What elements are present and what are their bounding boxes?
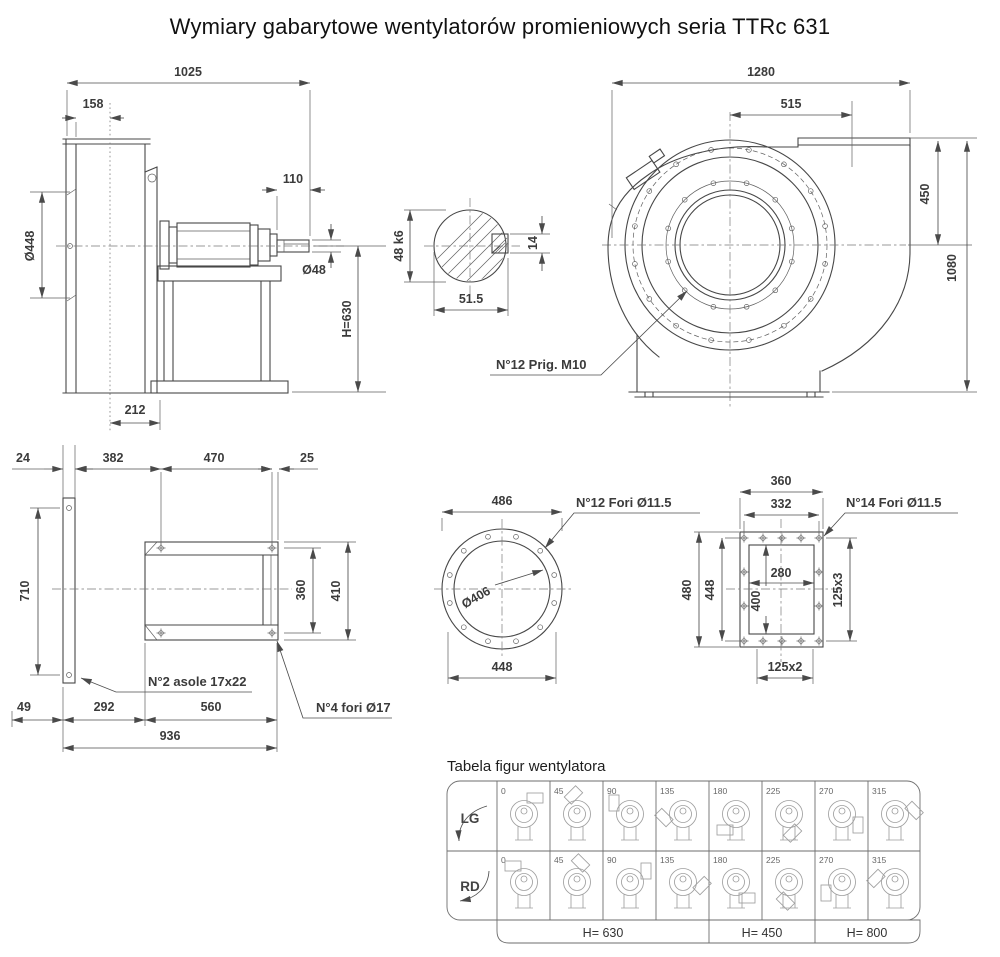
hatch-line: [426, 192, 530, 296]
page-title: Wymiary gabarytowe wentylatorów promieniowych seria TTRc 631: [169, 14, 831, 39]
round-flange-drawing: [434, 494, 700, 684]
casing-top-flange: [63, 139, 150, 144]
dim-g: 560: [200, 700, 222, 714]
fan-pedestal: [568, 826, 586, 840]
dim-qf-outer-h: 480: [680, 579, 694, 601]
fan-pedestal: [568, 894, 586, 908]
bolt-hole-cross: [815, 602, 824, 611]
dim-qf-pitch-h: 125x2: [767, 660, 803, 674]
bolt-hole-cross: [268, 629, 277, 638]
dim-outlet-height: 450: [918, 183, 932, 205]
fan-figure-icon: [717, 801, 750, 841]
fan-pedestal: [674, 894, 692, 908]
figure-angle-label: 180: [713, 855, 728, 865]
dim-shaft-diameter: Ø48: [302, 263, 326, 277]
fan-figure-icon: [564, 786, 591, 840]
fan-hub: [680, 876, 686, 882]
dim-f: 292: [93, 700, 115, 714]
side-view-drawing: [23, 65, 386, 432]
row-label-rd: RD: [460, 879, 480, 894]
rect-flange-inner: [749, 545, 814, 634]
figure-angle-label: 0: [501, 786, 506, 796]
bolt-hole: [514, 639, 519, 644]
fan-hub: [574, 808, 580, 814]
figure-angle-label: 315: [872, 855, 887, 865]
bolt-hole: [486, 639, 491, 644]
dim-inlet-depth: 158: [82, 97, 104, 111]
bolt-hole-cross: [778, 534, 787, 543]
shaft-section-drawing: [392, 192, 608, 316]
bolt-hole-cross: [759, 534, 768, 543]
dim-e: 49: [17, 700, 31, 714]
fan-hub: [786, 808, 792, 814]
bolt-hole-cross: [740, 602, 749, 611]
bolt-hole: [486, 534, 491, 539]
label-rf-holes: N°12 Fori Ø11.5: [576, 495, 672, 510]
rect-flange-drawing: [680, 474, 958, 684]
fan-pedestal: [727, 894, 745, 908]
dim-outlet-offset: 515: [780, 97, 802, 111]
bolt-hole-cross: [740, 568, 749, 577]
figure-angle-label: 45: [554, 786, 564, 796]
bolt-hole: [552, 573, 557, 578]
fan-hub: [892, 876, 898, 882]
bolt-hole-cross: [759, 637, 768, 646]
fan-figure-icon: [821, 869, 856, 909]
label-prig-bolts: N°12 Prig. M10: [496, 357, 587, 372]
bolt-hole-cross: [815, 637, 824, 646]
dim-axis-height: H=630: [340, 300, 354, 338]
dim-base-offset: 212: [124, 403, 146, 417]
bracket-hole: [148, 174, 156, 182]
fan-pedestal: [886, 826, 904, 840]
pedestal: [151, 266, 288, 393]
figure-angle-label: 90: [607, 786, 617, 796]
bolt-hole-cross: [778, 637, 787, 646]
fan-figure-icon: [505, 861, 538, 908]
bolt-hole: [538, 548, 543, 553]
rect-flange-outer: [740, 532, 823, 647]
dim-fv-overall-width: 1280: [747, 65, 775, 79]
bolt-hole: [461, 625, 466, 630]
bolt-hole: [461, 548, 466, 553]
fan-hub: [627, 808, 633, 814]
fan-figure-icon: [609, 795, 644, 840]
fan-hub: [627, 876, 633, 882]
dim-c: 470: [203, 451, 225, 465]
dim-total: 936: [159, 729, 181, 743]
dim-rf-inner-dia: Ø406: [459, 583, 493, 612]
fan-hub: [733, 808, 739, 814]
footer-h450: H= 450: [741, 926, 783, 940]
hatch-line: [452, 192, 556, 296]
support-bracket: [145, 167, 157, 392]
dim-outer-h: 410: [329, 580, 343, 602]
fan-pedestal: [621, 826, 639, 840]
fan-pedestal: [674, 826, 692, 840]
figure-angle-label: 225: [766, 786, 781, 796]
bolt-hole: [552, 601, 557, 606]
fan-hub: [786, 876, 792, 882]
bolt-hole-cross: [797, 534, 806, 543]
inspection-door: [624, 149, 671, 189]
row-label-lg: LG: [460, 811, 480, 826]
fan-hub: [733, 876, 739, 882]
dim-qf-outer-w: 360: [770, 474, 792, 488]
bolt-hole: [447, 573, 452, 578]
fan-figure-icon: [511, 793, 544, 840]
fan-hub: [839, 808, 845, 814]
bolt-hole: [674, 162, 679, 167]
fan-hub: [892, 808, 898, 814]
bolt-hole: [514, 534, 519, 539]
dim-overall-width: 1025: [174, 65, 202, 79]
dim-inlet-diameter: Ø448: [23, 230, 37, 262]
fan-figure-icon: [776, 801, 803, 843]
label-holes: N°4 fori Ø17: [316, 700, 391, 715]
dim-key-width: 14: [526, 236, 540, 250]
fan-pedestal: [833, 826, 851, 840]
bolt-hole-cross: [815, 568, 824, 577]
fan-pedestal: [515, 894, 533, 908]
dim-qf-bolt-w: 332: [770, 497, 792, 511]
fan-pedestal: [621, 894, 639, 908]
fan-hub: [521, 876, 527, 882]
fan-figure-icon: [655, 801, 697, 841]
label-qf-holes: N°14 Fori Ø11.5: [846, 495, 942, 510]
bolt-hole: [808, 189, 813, 194]
fan-figure-icon: [723, 869, 756, 909]
dim-rf-bolt-circle: 448: [491, 660, 513, 674]
figure-table-title: Tabela figur wentylatora: [447, 758, 606, 775]
bolt-hole-cross: [157, 629, 166, 638]
inlet-plate: [66, 139, 76, 393]
bearing-assembly: [160, 221, 277, 269]
figure-angle-label: 270: [819, 786, 834, 796]
front-view-drawing: [490, 65, 977, 408]
label-slots: N°2 asole 17x22: [148, 674, 247, 689]
footer-h630: H= 630: [582, 926, 624, 940]
dim-qf-pitch-v: 125x3: [831, 572, 845, 608]
fan-hub: [839, 876, 845, 882]
figure-angle-label: 180: [713, 786, 728, 796]
dim-qf-inner-w: 280: [770, 566, 792, 580]
figure-angle-label: 45: [554, 855, 564, 865]
figure-angle-label: 225: [766, 855, 781, 865]
fan-pedestal: [886, 894, 904, 908]
figure-angle-label: 135: [660, 855, 675, 865]
fan-pedestal: [727, 826, 745, 840]
dim-inner-h: 360: [294, 579, 308, 601]
fan-hub: [680, 808, 686, 814]
bolt-hole-cross: [797, 637, 806, 646]
dim-qf-inner-h: 400: [749, 590, 763, 612]
fan-hub: [521, 808, 527, 814]
figure-angle-label: 135: [660, 786, 675, 796]
dim-d: 25: [300, 451, 314, 465]
dim-shaft-dia-tol: 48 k6: [392, 230, 406, 262]
hatch-line: [400, 192, 504, 296]
bolt-hole: [538, 625, 543, 630]
dim-fv-overall-height: 1080: [945, 254, 959, 282]
figure-angle-label: 90: [607, 855, 617, 865]
fan-pedestal: [833, 894, 851, 908]
dim-rf-outer: 486: [491, 494, 513, 508]
dim-qf-bolt-h: 448: [703, 579, 717, 601]
dim-shaft-length: 110: [282, 172, 304, 186]
bolt-hole-cross: [815, 534, 824, 543]
figure-angle-label: 315: [872, 786, 887, 796]
fan-figure-icon: [882, 801, 924, 841]
bolt-hole: [447, 601, 452, 606]
fan-figure-icon: [867, 869, 909, 909]
bolt-hole: [782, 323, 787, 328]
fan-figure-icon: [670, 869, 712, 909]
fan-pedestal: [780, 826, 798, 840]
fan-hub: [574, 876, 580, 882]
footer-h800: H= 800: [846, 926, 888, 940]
base-frame-drawing: [12, 445, 392, 752]
fan-figure-icon: [829, 801, 864, 841]
fan-pedestal: [780, 894, 798, 908]
figure-angle-label: 270: [819, 855, 834, 865]
dim-left-height: 710: [18, 580, 32, 602]
fan-figure-icon: [776, 869, 803, 911]
figure-angle-label: 0: [501, 855, 506, 865]
dim-a: 24: [16, 451, 30, 465]
bolt-hole: [647, 297, 652, 302]
hatch-line: [504, 192, 608, 296]
slot-plate: [63, 498, 75, 683]
fan-figure-icon: [617, 863, 652, 908]
fan-pedestal: [515, 826, 533, 840]
fan-figure-icon: [564, 854, 591, 908]
dim-b: 382: [102, 451, 124, 465]
dim-width-across-flat: 51.5: [458, 292, 484, 306]
figure-table: [447, 758, 923, 943]
